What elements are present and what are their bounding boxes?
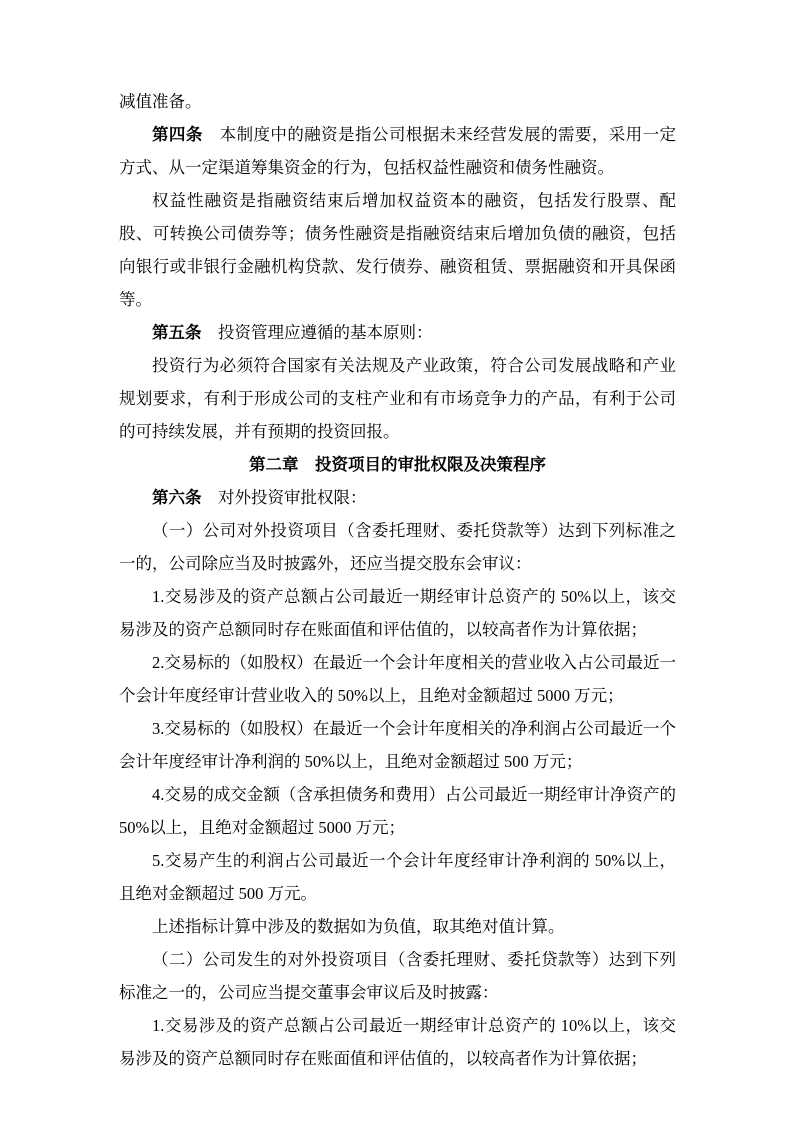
paragraph-text: 2.交易标的（如股权）在最近一个会计年度相关的营业收入占公司最近一个会计年度经审计营业收入的 50%以上，且绝对金额超过 5000 万元； bbox=[119, 653, 676, 705]
paragraph-text: 1.交易涉及的资产总额占公司最近一期经审计总资产的 10%以上，该交易涉及的资产总额同时存在账面值和评估值的，以较高者作为计算依据； bbox=[119, 1016, 676, 1068]
paragraph-text: 1.交易涉及的资产总额占公司最近一期经审计总资产的 50%以上，该交易涉及的资产总额同时存在账面值和评估值的，以较高者作为计算依据； bbox=[119, 587, 676, 639]
paragraph-list-1 bbox=[119, 580, 676, 646]
paragraph-text: 上述指标计算中涉及的数据如为负值，取其绝对值计算。 bbox=[152, 917, 565, 936]
paragraph-text: 投资管理应遵循的基本原则： bbox=[201, 323, 433, 342]
paragraph-continuation bbox=[119, 85, 676, 118]
paragraph-article-5 bbox=[119, 316, 676, 349]
paragraph-text: 减值准备。 bbox=[119, 92, 202, 111]
clause-number: 第五条 bbox=[152, 323, 202, 342]
clause-number: 第六条 bbox=[152, 488, 202, 507]
paragraph-text: 4.交易的成交金额（含承担债务和费用）占公司最近一期经审计净资产的 50%以上，且绝对金额超过 5000 万元； bbox=[119, 785, 676, 837]
paragraph bbox=[119, 349, 676, 448]
paragraph-text: 权益性融资是指融资结束后增加权益资本的融资，包括发行股票、配股、可转换公司债券等；债务性融资是指融资结束后增加负债的融资，包括向银行或非银行金融机构贷款、发行债券、融资租赁、票据融资和开具保函等。 bbox=[119, 191, 676, 309]
paragraph-text: 5.交易产生的利润占公司最近一个会计年度经审计净利润的 50%以上，且绝对金额超过 500 万元。 bbox=[119, 851, 676, 903]
paragraph-list-1b bbox=[119, 1009, 676, 1075]
paragraph-list-5 bbox=[119, 844, 676, 910]
paragraph-text: 本制度中的融资是指公司根据未来经营发展的需要，采用一定方式、从一定渠道筹集资金的行为，包括权益性融资和债务性融资。 bbox=[119, 125, 677, 177]
paragraph-text: 投资行为必须符合国家有关法规及产业政策，符合公司发展战略和产业规划要求，有利于形成公司的支柱产业和有市场竞争力的产品，有利于公司的可持续发展，并有预期的投资回报。 bbox=[119, 356, 676, 441]
paragraph-text: （二）公司发生的对外投资项目（含委托理财、委托贷款等）达到下列标准之一的，公司应当提交董事会审议后及时披露： bbox=[119, 950, 676, 1002]
paragraph-item-2 bbox=[119, 943, 676, 1009]
paragraph-list-3 bbox=[119, 712, 676, 778]
paragraph-text: 对外投资审批权限： bbox=[201, 488, 367, 507]
paragraph-list-4 bbox=[119, 778, 676, 844]
paragraph bbox=[119, 910, 676, 943]
paragraph-text: （一）公司对外投资项目（含委托理财、委托贷款等）达到下列标准之一的，公司除应当及时披露外，还应当提交股东会审议： bbox=[119, 521, 676, 573]
paragraph-article-6 bbox=[119, 481, 676, 514]
paragraph-list-2 bbox=[119, 646, 676, 712]
clause-number: 第四条 bbox=[152, 125, 203, 144]
chapter-heading: 第二章 投资项目的审批权限及决策程序 bbox=[249, 455, 546, 474]
paragraph bbox=[119, 184, 676, 316]
paragraph-text: 3.交易标的（如股权）在最近一个会计年度相关的净利润占公司最近一个会计年度经审计净利润的 50%以上，且绝对金额超过 500 万元； bbox=[119, 719, 676, 771]
paragraph-article-4 bbox=[119, 118, 676, 184]
paragraph-item-1 bbox=[119, 514, 676, 580]
